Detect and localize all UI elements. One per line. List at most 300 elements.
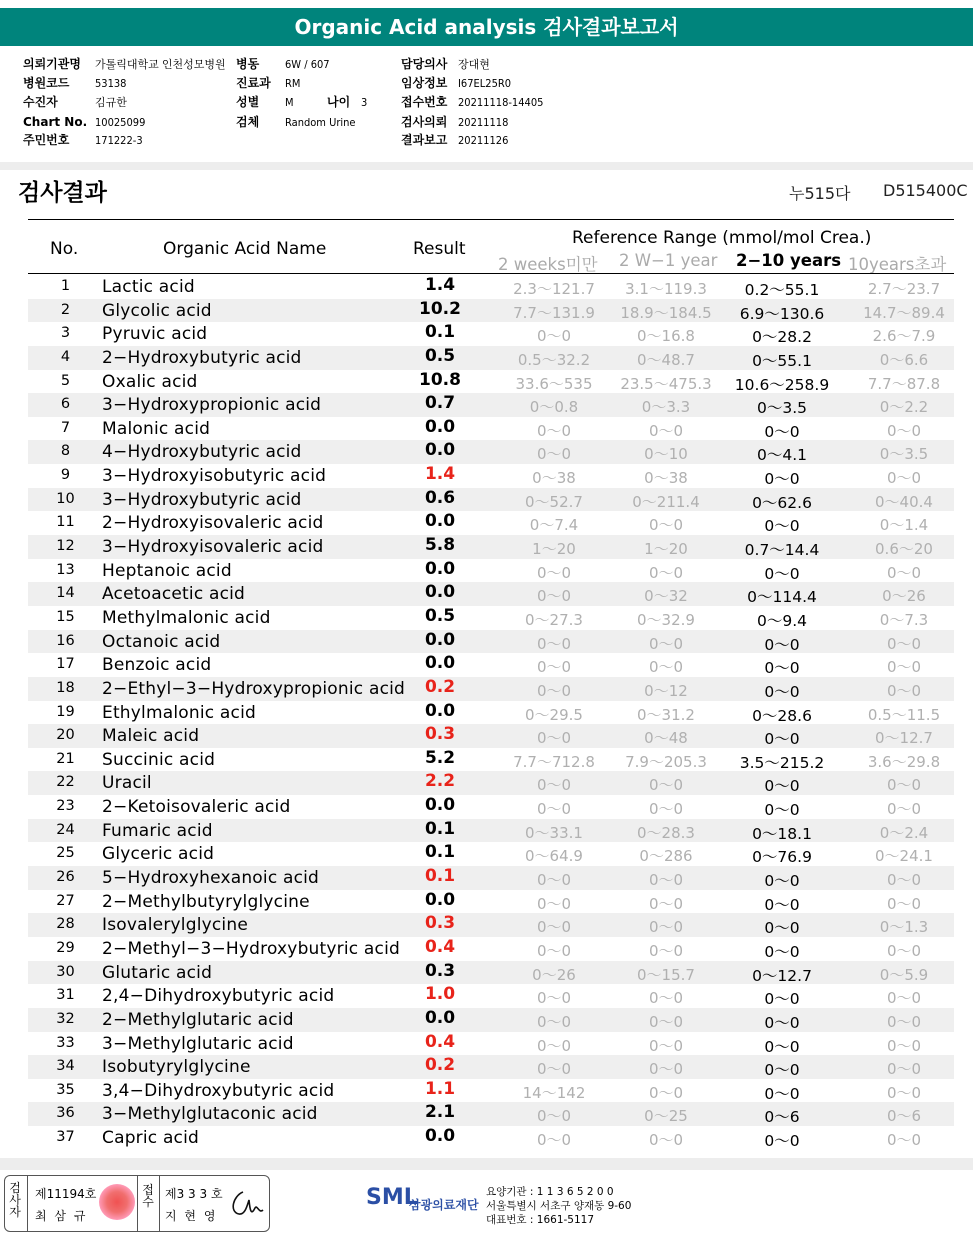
reference-2weeks: 0～0 [536, 989, 572, 1008]
reference-10years-plus: 14.7～89.4 [863, 303, 945, 322]
table-row [28, 440, 954, 464]
acid-name: Fumaric acid [102, 820, 213, 841]
row-number: 1 [60, 278, 71, 294]
table-row [28, 606, 954, 630]
info-value: I67EL25R0 [458, 77, 512, 90]
license-number: 제3 3 3 호 [165, 1187, 223, 1201]
signer-role-text: 검 사 자 [9, 1181, 21, 1219]
row-number: 32 [56, 1010, 75, 1027]
info-label: 수진자 [23, 95, 58, 109]
acid-name: Heptanoic acid [102, 560, 232, 581]
reference-2weeks: 0～26 [532, 965, 576, 984]
info-label: 병원코드 [23, 76, 70, 90]
result-value: 0.4 [424, 1031, 456, 1052]
results-table [28, 275, 954, 1150]
row-number: 28 [56, 916, 75, 933]
reference-2weeks: 0.5～32.2 [517, 350, 591, 369]
divider [137, 1176, 138, 1231]
row-number: 33 [56, 1034, 75, 1051]
table-row [28, 795, 954, 819]
reference-2w-1year: 0～0 [648, 1036, 684, 1055]
result-value: 0.0 [424, 1007, 456, 1028]
reference-2w-1year: 0～0 [648, 941, 684, 960]
reference-2weeks: 0～7.4 [529, 516, 579, 535]
acid-name: 3−Hydroxyisovaleric acid [102, 537, 324, 558]
result-value: 0.0 [424, 653, 456, 674]
reference-2w-1year: 23.5～475.3 [620, 374, 712, 393]
info-value: M [285, 96, 294, 109]
signer-role-label [8, 1182, 22, 1218]
reference-10years-plus: 0～1.4 [879, 516, 929, 535]
acid-name: 2−Methylglutaric acid [102, 1009, 294, 1030]
reference-2w-1year: 0～286 [639, 847, 693, 866]
reference-10years-plus: 0～24.1 [875, 847, 933, 866]
acid-name: Ethylmalonic acid [102, 702, 256, 723]
info-label: 진료과 [236, 76, 271, 90]
row-number: 8 [60, 443, 71, 460]
table-row [28, 299, 954, 323]
reference-2w-1year: 7.9～205.3 [625, 752, 707, 771]
reference-2w-1year: 0～48.7 [637, 350, 695, 369]
result-value: 0.3 [424, 913, 456, 934]
table-row [28, 630, 954, 654]
reference-2weeks: 0～0 [536, 1036, 572, 1055]
reference-2weeks: 0～0 [536, 327, 572, 346]
result-value: 2.2 [424, 771, 456, 792]
reference-2w-1year: 0～12 [644, 681, 688, 700]
reference-2-10years: 0～0 [764, 942, 800, 961]
row-number: 22 [56, 774, 75, 791]
result-value: 0.0 [424, 440, 456, 461]
reference-2-10years: 0～0 [764, 919, 800, 938]
info-label: 접수번호 [401, 95, 448, 109]
result-value: 0.0 [424, 558, 456, 579]
reference-2weeks: 0～0 [536, 1131, 572, 1150]
reference-2weeks: 0～38 [532, 469, 576, 488]
patient-info [0, 52, 973, 162]
reference-2weeks: 0～0 [536, 729, 572, 748]
acid-name: 2,4−Dihydroxybutyric acid [102, 986, 335, 1007]
reference-2w-1year: 0～32.9 [637, 610, 695, 629]
reference-2weeks: 0～64.9 [525, 847, 583, 866]
acid-name: 3−Hydroxyisobutyric acid [102, 466, 327, 487]
result-value: 10.8 [419, 369, 461, 390]
reference-10years-plus: 0～5.9 [879, 965, 929, 984]
table-row [28, 866, 954, 890]
acid-name: Methylmalonic acid [102, 607, 271, 628]
reference-2weeks: 7.7～712.8 [513, 752, 595, 771]
acid-name: Isobutyrylglycine [102, 1057, 251, 1078]
column-header-no: No. [50, 239, 79, 259]
reference-10years-plus: 0～0 [886, 469, 922, 488]
reference-2weeks: 0～0 [536, 1107, 572, 1126]
reference-2weeks: 7.7～131.9 [513, 303, 595, 322]
reference-2w-1year: 0～3.3 [641, 398, 691, 417]
acid-name: 5−Hydroxyhexanoic acid [102, 868, 320, 889]
signer-role-label [141, 1184, 155, 1208]
row-number: 30 [56, 963, 75, 980]
seal-stamp-icon [99, 1184, 135, 1220]
reference-2-10years: 0～28.6 [752, 706, 812, 725]
result-value: 0.0 [424, 629, 456, 650]
reference-2weeks: 2.3～121.7 [513, 280, 595, 298]
acid-name: Malonic acid [102, 418, 211, 439]
reference-10years-plus: 0～0 [886, 658, 922, 677]
reference-2-10years: 6.9～130.6 [739, 304, 825, 323]
reference-2-10years: 0～0 [764, 730, 800, 749]
reference-2-10years: 0～12.7 [752, 966, 812, 985]
row-number: 21 [56, 750, 75, 767]
reference-10years-plus: 0.5～11.5 [867, 705, 941, 724]
reference-2-10years: 0～114.4 [747, 588, 817, 607]
row-number: 35 [56, 1081, 75, 1098]
reference-10years-plus: 3.6～29.8 [867, 752, 941, 771]
reference-2-10years: 0～0 [764, 564, 800, 583]
reference-2weeks: 1～20 [532, 540, 576, 559]
signer-role-text: 접 수 [142, 1183, 154, 1209]
reference-2weeks: 0～0 [536, 894, 572, 913]
reference-2-10years: 0～0 [764, 1037, 800, 1056]
table-row [28, 393, 954, 417]
reference-10years-plus: 0～0 [886, 776, 922, 795]
row-number: 15 [56, 608, 75, 625]
info-value: 53138 [95, 77, 127, 90]
table-row [28, 937, 954, 961]
reference-10years-plus: 0～0 [886, 989, 922, 1008]
result-value: 10.2 [419, 298, 461, 319]
reference-2w-1year: 0～0 [648, 1083, 684, 1102]
row-number: 25 [56, 845, 75, 862]
reference-10years-plus: 0～0 [886, 1083, 922, 1102]
reference-2w-1year: 0～0 [648, 1131, 684, 1150]
reference-10years-plus: 2.7～23.7 [867, 280, 941, 298]
row-number: 5 [60, 372, 71, 389]
reference-2-10years: 0～62.6 [752, 493, 812, 512]
reference-10years-plus: 0～3.5 [879, 445, 929, 464]
reference-2w-1year: 1～20 [644, 540, 688, 559]
reference-2w-1year: 0～211.4 [632, 492, 700, 511]
table-row [28, 1079, 954, 1103]
acid-name: 3−Hydroxybutyric acid [102, 489, 302, 510]
info-value: RM [285, 77, 301, 90]
reference-2-10years: 3.5～215.2 [739, 753, 825, 772]
reference-2w-1year: 0～0 [648, 800, 684, 819]
reference-2-10years: 0～0 [764, 1084, 800, 1103]
reference-10years-plus: 0～0 [886, 681, 922, 700]
reference-2weeks: 33.6～535 [515, 374, 593, 393]
result-value: 0.0 [424, 889, 456, 910]
info-value: 20211118 [458, 116, 509, 129]
reference-2-10years: 10.6～258.9 [734, 375, 830, 394]
table-row [28, 582, 954, 606]
result-value: 0.2 [424, 1055, 456, 1076]
acid-name: Pyruvic acid [102, 324, 208, 345]
address: 서울특별시 서초구 양재동 9-60 [486, 1200, 632, 1212]
info-label: 나이 [327, 95, 351, 109]
acid-name: Oxalic acid [102, 371, 198, 392]
reference-2-10years: 0～55.1 [752, 351, 812, 370]
info-value: 10025099 [95, 116, 146, 129]
reference-2w-1year: 0～0 [648, 776, 684, 795]
acid-name: 3−Methylglutaconic acid [102, 1104, 318, 1125]
row-number: 26 [56, 869, 75, 886]
reference-2weeks: 0～0 [536, 634, 572, 653]
row-number: 34 [56, 1058, 75, 1075]
table-row [28, 842, 954, 866]
result-value: 1.1 [424, 1078, 456, 1099]
result-value: 0.7 [424, 393, 456, 414]
row-number: 13 [56, 561, 75, 578]
result-value: 0.0 [424, 1126, 456, 1147]
row-number: 20 [56, 727, 75, 744]
reference-2-10years: 0.2～55.1 [744, 281, 820, 299]
acid-name: Isovalerylglycine [102, 915, 248, 936]
acid-name: Glycolic acid [102, 300, 212, 321]
table-row [28, 724, 954, 748]
result-value: 0.0 [424, 795, 456, 816]
reference-10years-plus: 0～0 [886, 1060, 922, 1079]
reference-2weeks: 0～0 [536, 871, 572, 890]
acid-name: Lactic acid [102, 277, 195, 297]
result-value: 0.1 [424, 818, 456, 839]
acid-name: Benzoic acid [102, 655, 212, 676]
result-value: 1.4 [424, 275, 456, 295]
reference-2w-1year: 0～31.2 [637, 705, 695, 724]
reference-10years-plus: 7.7～87.8 [867, 374, 941, 393]
acid-name: 3−Hydroxypropionic acid [102, 395, 322, 416]
signature-box [4, 1175, 270, 1232]
reference-2w-1year: 0～32 [644, 587, 688, 606]
info-value: 171222-3 [95, 134, 143, 147]
column-subheader: 2 weeks미만 [498, 255, 598, 274]
acid-name: Octanoic acid [102, 631, 221, 652]
row-number: 19 [56, 703, 75, 720]
acid-name: 3−Methylglutaric acid [102, 1033, 294, 1054]
info-value: 장대현 [458, 58, 490, 71]
reference-10years-plus: 0～2.4 [879, 823, 929, 842]
reference-2weeks: 0～0 [536, 681, 572, 700]
result-value: 0.4 [424, 936, 456, 957]
table-row [28, 653, 954, 677]
row-number: 14 [56, 585, 75, 602]
result-value: 0.5 [424, 605, 456, 626]
result-value: 0.1 [424, 842, 456, 863]
info-value: 20211118-14405 [458, 96, 544, 109]
divider [0, 162, 973, 170]
reference-10years-plus: 0～26 [882, 587, 926, 606]
table-row [28, 1008, 954, 1032]
reference-2w-1year: 0～0 [648, 918, 684, 937]
reference-2w-1year: 0～0 [648, 421, 684, 440]
reference-2weeks: 0～0 [536, 918, 572, 937]
row-number: 3 [60, 325, 71, 342]
row-number: 23 [56, 798, 75, 815]
reference-2-10years: 0～4.1 [756, 446, 807, 465]
info-value: 20211126 [458, 134, 509, 147]
reference-10years-plus: 2.6～7.9 [872, 327, 936, 346]
reference-10years-plus: 0～0 [886, 1012, 922, 1031]
result-value: 5.2 [424, 747, 456, 768]
reference-2weeks: 0～27.3 [525, 610, 583, 629]
reference-2w-1year: 0～10 [644, 445, 688, 464]
table-row [28, 275, 954, 299]
reference-2-10years: 0～0 [764, 895, 800, 914]
reference-2-10years: 0～0 [764, 422, 800, 441]
divider [28, 273, 954, 274]
reference-2-10years: 0～0 [764, 470, 800, 489]
reference-2-10years: 0～0 [764, 517, 800, 536]
reference-10years-plus: 0～40.4 [875, 492, 933, 511]
acid-name: Capric acid [102, 1128, 200, 1149]
info-value: 3 [361, 96, 368, 109]
reference-2-10years: 0.7～14.4 [744, 541, 820, 560]
reference-2w-1year: 0～0 [648, 1012, 684, 1031]
reference-10years-plus: 0.6～20 [875, 540, 933, 559]
result-value: 0.0 [424, 511, 456, 532]
column-header-name: Organic Acid Name [163, 239, 327, 259]
reference-2weeks: 0～0 [536, 445, 572, 464]
reference-2-10years: 0～0 [764, 872, 800, 891]
row-number: 7 [60, 419, 71, 436]
reference-2weeks: 0～0 [536, 800, 572, 819]
table-row [28, 1032, 954, 1056]
reference-2weeks: 0～0 [536, 776, 572, 795]
info-label: 임상정보 [401, 76, 448, 90]
reference-2-10years: 0～0 [764, 777, 800, 796]
row-number: 37 [56, 1129, 75, 1146]
license-number: 제11194호 [35, 1187, 97, 1201]
table-row [28, 488, 954, 512]
reference-10years-plus: 0～0 [886, 1131, 922, 1150]
row-number: 12 [56, 538, 75, 555]
table-row [28, 961, 954, 985]
reference-2weeks: 0～33.1 [525, 823, 583, 842]
divider [28, 219, 954, 220]
reference-10years-plus: 0～0 [886, 894, 922, 913]
table-row [28, 1126, 954, 1150]
result-value: 0.1 [424, 322, 456, 343]
info-value: 김규한 [95, 96, 127, 109]
reference-2w-1year: 0～28.3 [637, 823, 695, 842]
info-label: Chart No. [23, 115, 88, 129]
result-value: 0.1 [424, 866, 456, 887]
row-number: 29 [56, 939, 75, 956]
reference-2-10years: 0～3.5 [756, 399, 807, 418]
reference-10years-plus: 0～7.3 [879, 610, 929, 629]
table-row [28, 511, 954, 535]
reference-2w-1year: 0～0 [648, 516, 684, 535]
institution-code: 요양기관 : 1 1 3 6 5 2 0 0 [486, 1186, 614, 1198]
table-row [28, 701, 954, 725]
acid-name: Glyceric acid [102, 844, 215, 865]
row-number: 4 [60, 348, 71, 365]
signer-name: 최 삼 규 [35, 1209, 88, 1223]
row-number: 16 [56, 632, 75, 649]
reference-2-10years: 0～0 [764, 1061, 800, 1080]
reference-2w-1year: 0～0 [648, 1060, 684, 1079]
info-value: 6W / 607 [285, 58, 330, 71]
reference-2w-1year: 0～0 [648, 658, 684, 677]
table-row [28, 819, 954, 843]
table-row [28, 677, 954, 701]
reference-2-10years: 0～0 [764, 659, 800, 678]
reference-2weeks: 0～29.5 [525, 705, 583, 724]
signature-icon [225, 1186, 265, 1222]
info-label: 결과보고 [401, 133, 448, 147]
reference-2weeks: 14～142 [522, 1083, 586, 1102]
reference-2weeks: 0～0 [536, 563, 572, 582]
table-row [28, 535, 954, 559]
company-name: 삼광의료재단 [409, 1198, 479, 1212]
row-number: 2 [60, 301, 71, 318]
info-label: 병동 [236, 57, 260, 71]
reference-2w-1year: 0～16.8 [637, 327, 695, 346]
row-number: 24 [56, 821, 75, 838]
reference-10years-plus: 0～12.7 [875, 729, 933, 748]
reference-2w-1year: 0～48 [644, 729, 688, 748]
reference-10years-plus: 0～0 [886, 871, 922, 890]
table-row [28, 464, 954, 488]
column-subheader: 2−10 years [736, 251, 842, 270]
table-row [28, 346, 954, 370]
reference-2weeks: 0～0 [536, 587, 572, 606]
report-title: Organic Acid analysis 검사결과보고서 [0, 8, 973, 46]
acid-name: 2−Ketoisovaleric acid [102, 797, 291, 818]
reference-10years-plus: 0～6.6 [879, 350, 929, 369]
result-value: 1.0 [424, 984, 456, 1005]
acid-name: 2−Methyl−3−Hydroxybutyric acid [102, 938, 400, 959]
result-value: 0.0 [424, 700, 456, 721]
table-row [28, 748, 954, 772]
reference-2w-1year: 0～38 [644, 469, 688, 488]
reference-2weeks: 0～0 [536, 1012, 572, 1031]
divider [159, 1176, 160, 1231]
column-subheader: 2 W−1 year [619, 251, 718, 270]
table-row [28, 370, 954, 394]
reference-2weeks: 0～0.8 [529, 398, 579, 417]
result-value: 0.0 [424, 416, 456, 437]
table-row [28, 322, 954, 346]
reference-2w-1year: 0～0 [648, 634, 684, 653]
report-code: D515400C [883, 181, 968, 200]
acid-name: 2−Hydroxybutyric acid [102, 347, 302, 368]
info-label: 주민번호 [23, 133, 70, 147]
reference-10years-plus: 0～0 [886, 563, 922, 582]
table-row [28, 913, 954, 937]
acid-name: 3,4−Dihydroxybutyric acid [102, 1080, 335, 1101]
result-value: 0.6 [424, 487, 456, 508]
reference-2-10years: 0～0 [764, 990, 800, 1009]
info-label: 성별 [236, 95, 260, 109]
reference-10years-plus: 0～0 [886, 800, 922, 819]
acid-name: 2−Methylbutyrylglycine [102, 891, 310, 912]
section-title: 검사결과 [18, 180, 107, 206]
row-number: 36 [56, 1105, 75, 1122]
acid-name: Succinic acid [102, 749, 216, 770]
reference-2w-1year: 0～0 [648, 871, 684, 890]
reference-2w-1year: 0～15.7 [637, 965, 695, 984]
result-value: 2.1 [424, 1102, 456, 1123]
table-row [28, 559, 954, 583]
reference-2w-1year: 0～0 [648, 989, 684, 1008]
reference-10years-plus: 0～2.2 [879, 398, 929, 417]
report-code: 누515다 [789, 184, 851, 203]
signer-name: 지 현 영 [165, 1209, 218, 1223]
reference-2weeks: 0～0 [536, 941, 572, 960]
row-number: 6 [60, 396, 71, 413]
reference-2w-1year: 0～25 [644, 1107, 688, 1126]
column-subheader: 10years초과 [848, 255, 947, 274]
